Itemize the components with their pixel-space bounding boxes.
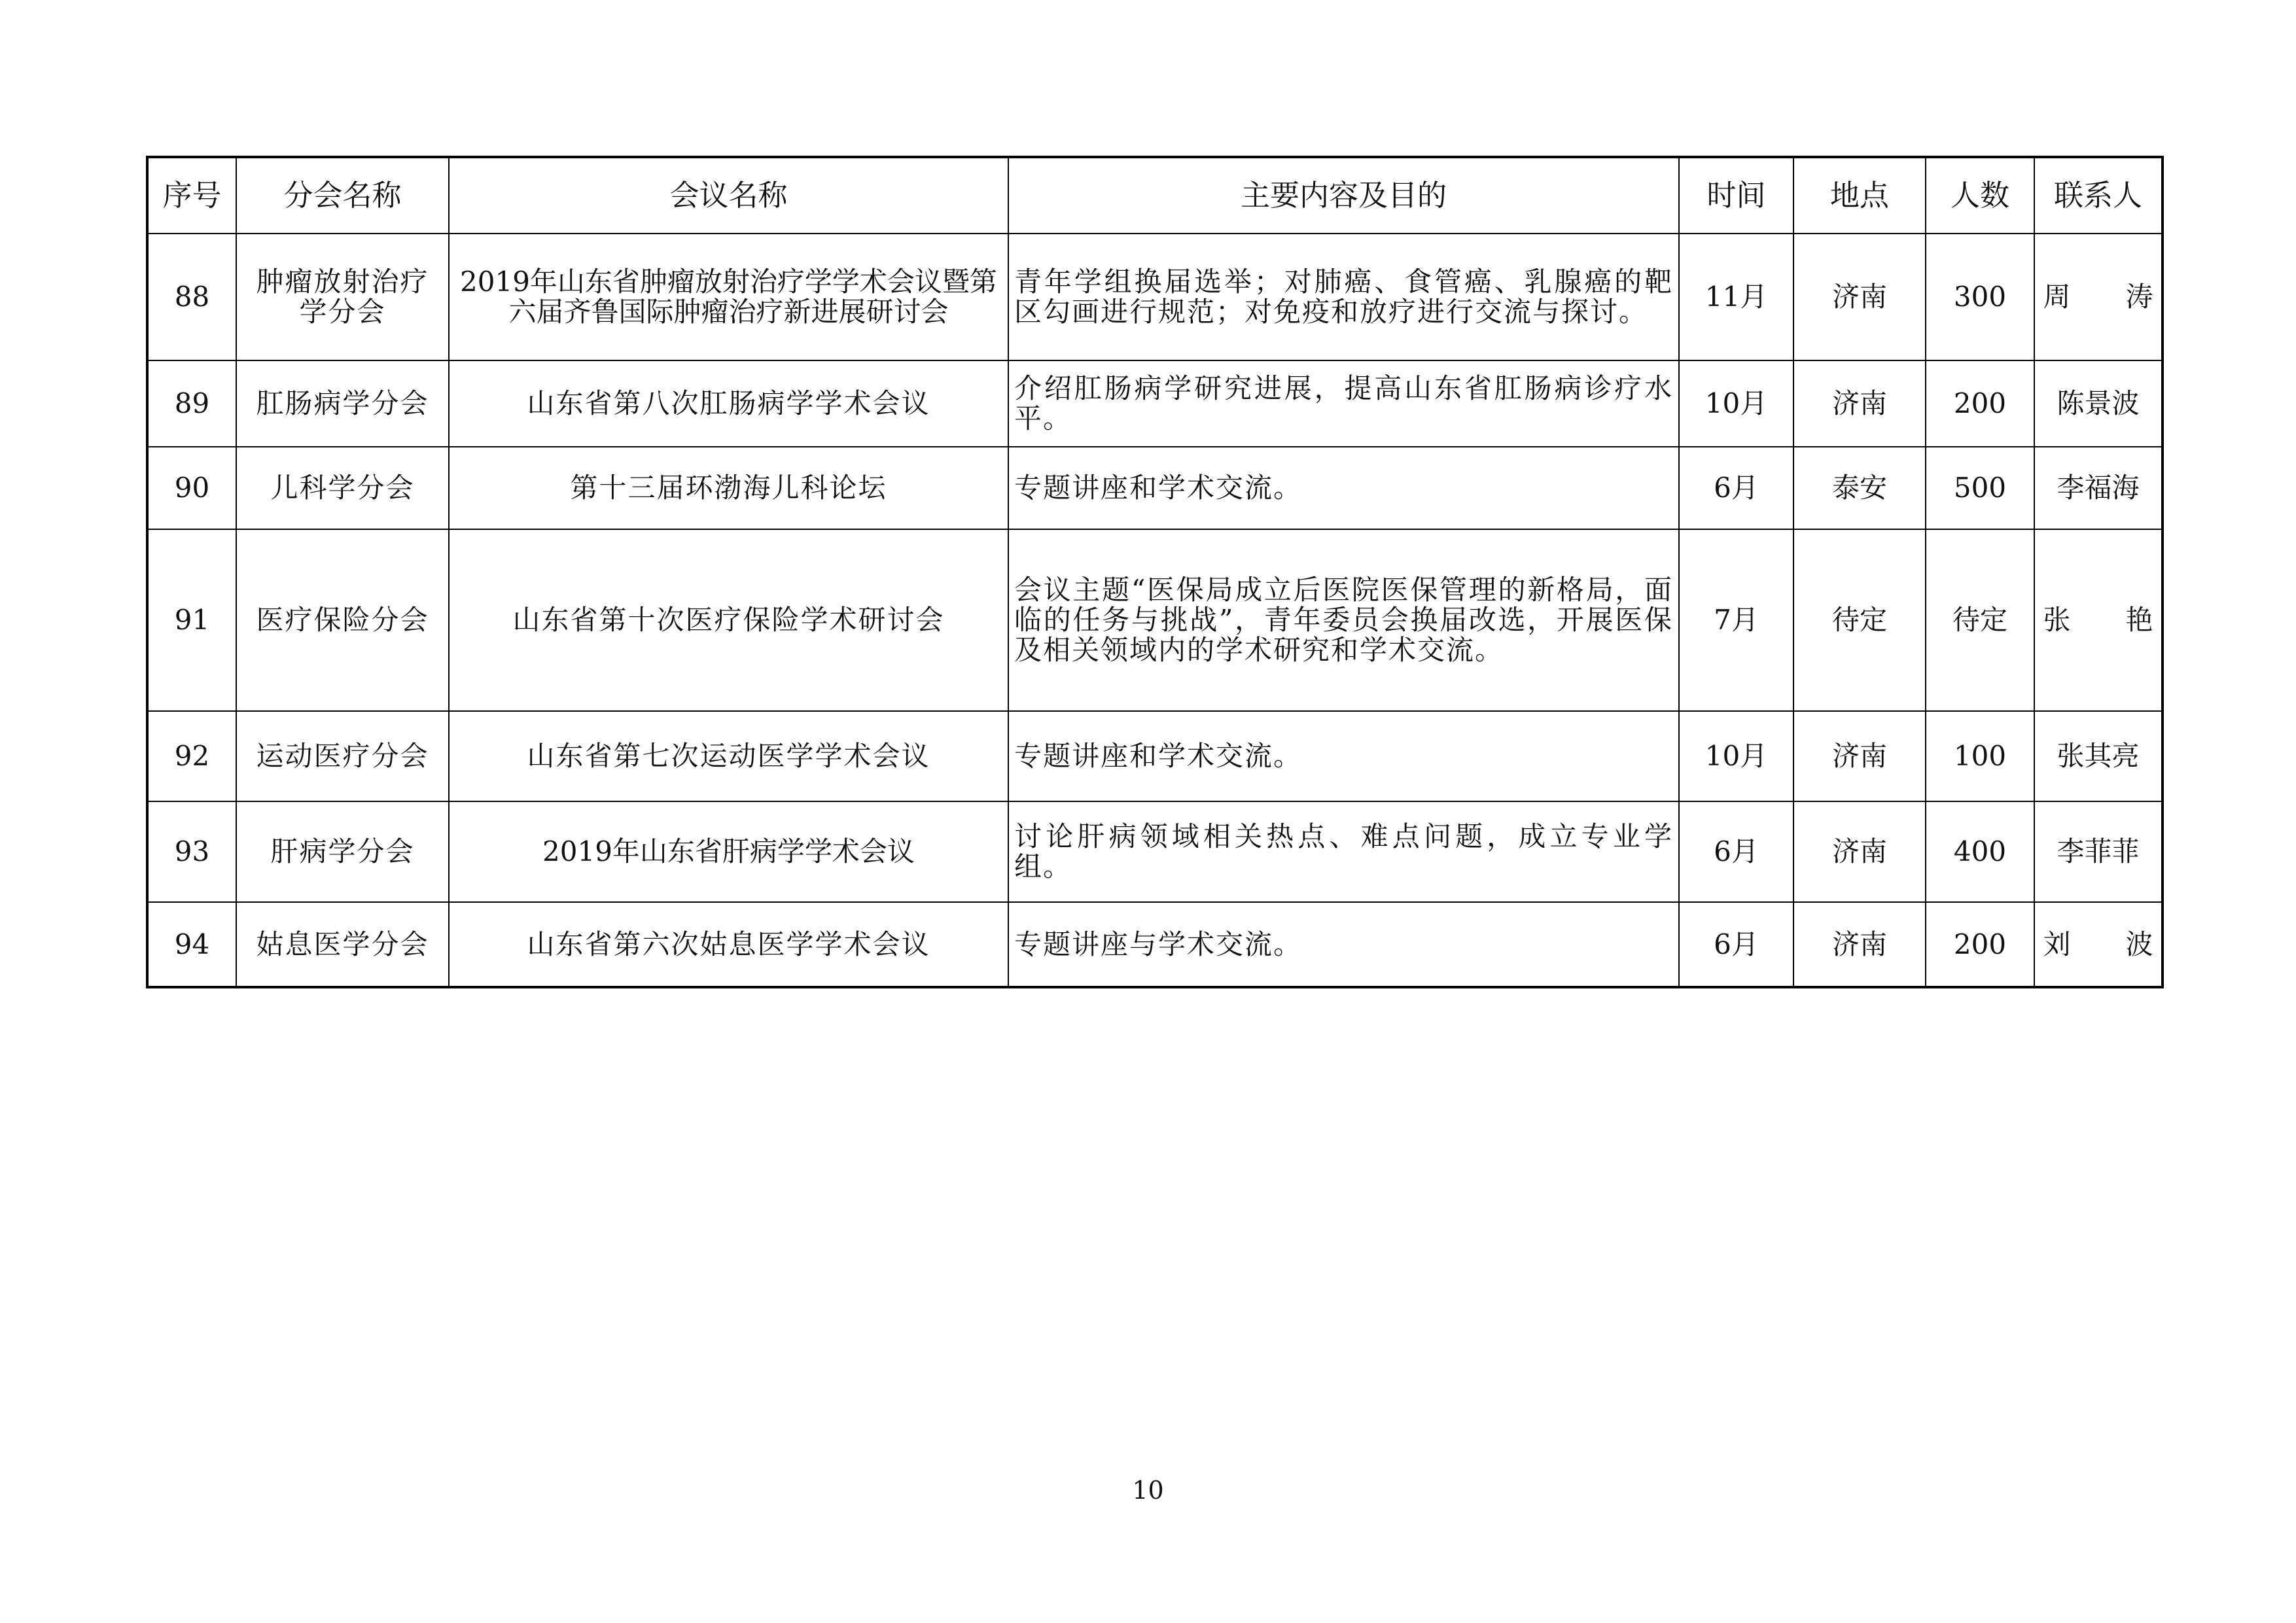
- cell-meeting: 山东省第八次肛肠病学学术会议: [449, 360, 1008, 447]
- cell-branch: 运动医疗分会: [236, 711, 449, 801]
- header-cell-place: 地点: [1793, 157, 1926, 234]
- cell-content: 青年学组换届选举；对肺癌、食管癌、乳腺癌的靶区勾画进行规范；对免疫和放疗进行交流与探讨。: [1008, 234, 1679, 360]
- header-cell-time: 时间: [1679, 157, 1793, 234]
- cell-contact: 张 艳: [2034, 529, 2163, 711]
- cell-people: 100: [1926, 711, 2034, 801]
- cell-people: 200: [1926, 902, 2034, 987]
- cell-people: 500: [1926, 447, 2034, 529]
- cell-contact: 李福海: [2034, 447, 2163, 529]
- page-number: 10: [1132, 1476, 1164, 1505]
- header-cell-meeting: 会议名称: [449, 157, 1008, 234]
- cell-time: 6月: [1679, 447, 1793, 529]
- table-row: [147, 801, 2163, 902]
- cell-people: 400: [1926, 801, 2034, 902]
- table-row: [147, 360, 2163, 447]
- cell-no: 91: [147, 529, 236, 711]
- cell-contact: 周 涛: [2034, 234, 2163, 360]
- cell-content: 介绍肛肠病学研究进展，提高山东省肛肠病诊疗水平。: [1008, 360, 1679, 447]
- cell-place: 济南: [1793, 360, 1926, 447]
- cell-people: 待定: [1926, 529, 2034, 711]
- cell-content: 讨论肝病领域相关热点、难点问题，成立专业学组。: [1008, 801, 1679, 902]
- cell-branch: 肛肠病学分会: [236, 360, 449, 447]
- cell-branch: 姑息医学分会: [236, 902, 449, 987]
- cell-meeting: 山东省第十次医疗保险学术研讨会: [449, 529, 1008, 711]
- header-row: [147, 157, 2163, 234]
- cell-no: 90: [147, 447, 236, 529]
- table-body: [147, 234, 2163, 987]
- table-row: [147, 711, 2163, 801]
- cell-branch: 儿科学分会: [236, 447, 449, 529]
- cell-content: 专题讲座与学术交流。: [1008, 902, 1679, 987]
- meeting-schedule-table: [146, 156, 2164, 988]
- header-cell-content: 主要内容及目的: [1008, 157, 1679, 234]
- cell-content: 专题讲座和学术交流。: [1008, 711, 1679, 801]
- cell-contact: 刘 波: [2034, 902, 2163, 987]
- cell-content: 会议主题“医保局成立后医院医保管理的新格局，面临的任务与挑战”，青年委员会换届改选，开展医保及相关领域内的学术研究和学术交流。: [1008, 529, 1679, 711]
- cell-place: 济南: [1793, 234, 1926, 360]
- cell-content: 专题讲座和学术交流。: [1008, 447, 1679, 529]
- cell-no: 92: [147, 711, 236, 801]
- cell-contact: 张其亮: [2034, 711, 2163, 801]
- header-cell-people: 人数: [1926, 157, 2034, 234]
- cell-place: 济南: [1793, 902, 1926, 987]
- table-row: [147, 447, 2163, 529]
- cell-no: 89: [147, 360, 236, 447]
- cell-time: 10月: [1679, 711, 1793, 801]
- cell-meeting: 2019年山东省肿瘤放射治疗学学术会议暨第六届齐鲁国际肿瘤治疗新进展研讨会: [449, 234, 1008, 360]
- cell-branch: 医疗保险分会: [236, 529, 449, 711]
- header-cell-no: 序号: [147, 157, 236, 234]
- cell-time: 6月: [1679, 902, 1793, 987]
- table-header: [147, 157, 2163, 234]
- cell-people: 200: [1926, 360, 2034, 447]
- cell-meeting: 山东省第七次运动医学学术会议: [449, 711, 1008, 801]
- cell-people: 300: [1926, 234, 2034, 360]
- cell-no: 93: [147, 801, 236, 902]
- table-row: [147, 529, 2163, 711]
- cell-meeting: 山东省第六次姑息医学学术会议: [449, 902, 1008, 987]
- cell-time: 6月: [1679, 801, 1793, 902]
- cell-contact: 陈景波: [2034, 360, 2163, 447]
- table-row: [147, 234, 2163, 360]
- cell-no: 88: [147, 234, 236, 360]
- cell-meeting: 第十三届环渤海儿科论坛: [449, 447, 1008, 529]
- cell-meeting: 2019年山东省肝病学学术会议: [449, 801, 1008, 902]
- cell-time: 7月: [1679, 529, 1793, 711]
- header-cell-contact: 联系人: [2034, 157, 2163, 234]
- cell-time: 11月: [1679, 234, 1793, 360]
- cell-place: 待定: [1793, 529, 1926, 711]
- cell-place: 济南: [1793, 711, 1926, 801]
- table-row: [147, 902, 2163, 987]
- header-cell-branch: 分会名称: [236, 157, 449, 234]
- cell-time: 10月: [1679, 360, 1793, 447]
- cell-branch: 肝病学分会: [236, 801, 449, 902]
- cell-contact: 李菲菲: [2034, 801, 2163, 902]
- cell-place: 济南: [1793, 801, 1926, 902]
- cell-place: 泰安: [1793, 447, 1926, 529]
- cell-branch: 肿瘤放射治疗学分会: [236, 234, 449, 360]
- cell-no: 94: [147, 902, 236, 987]
